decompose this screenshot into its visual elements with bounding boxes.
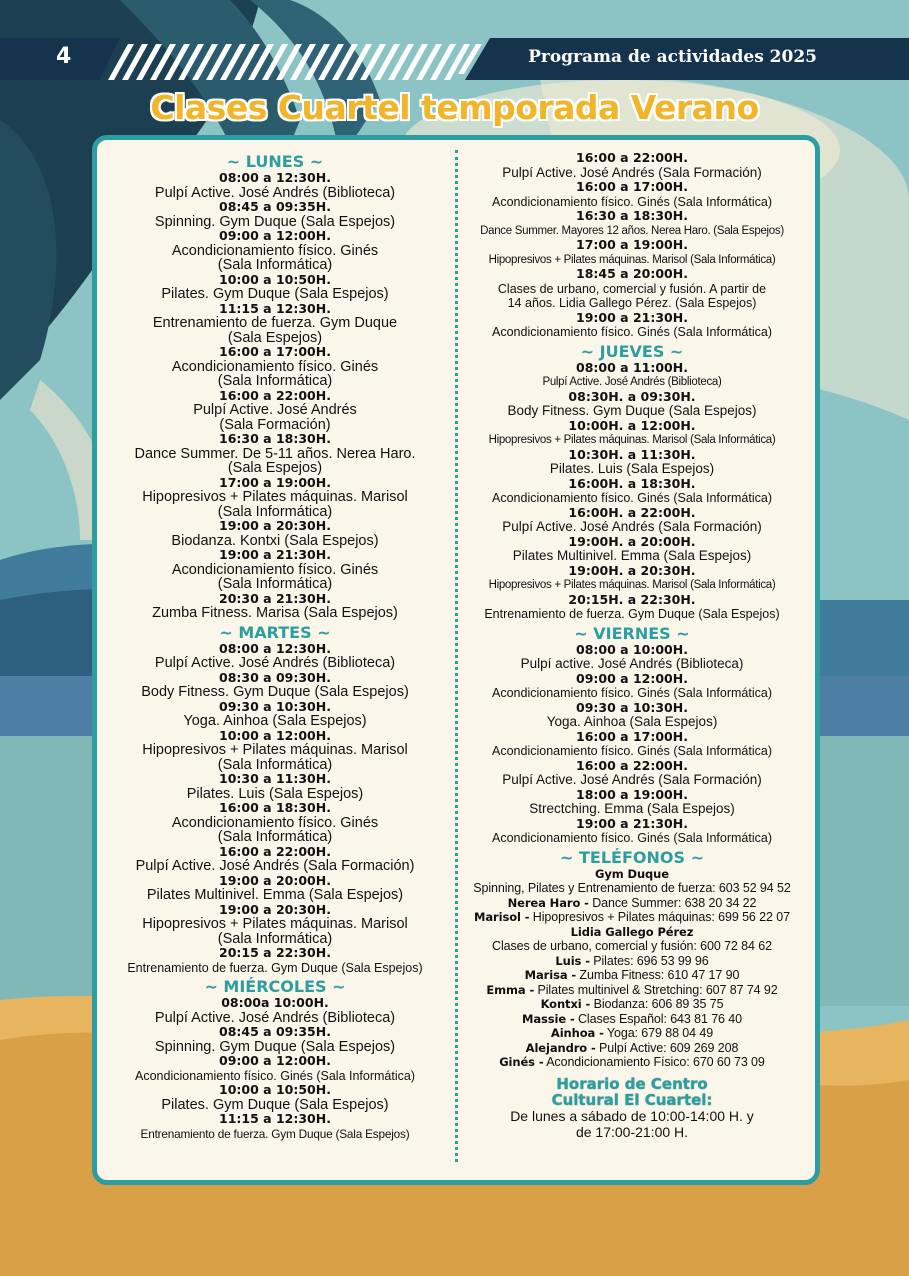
activity: Entrenamiento de fuerza. Gym Duque (Sala Espejos) [127,960,423,975]
contact-name: Kontxi - [540,997,591,1011]
time: 18:45 a 20:00H. [576,266,688,281]
contact-info: Hipopresivos + Pilates máquinas: 699 56 22 07 [529,910,790,924]
activity-room: (Sala Informática) [217,373,333,389]
activity: Acondicionamiento físico. Ginés [171,561,379,578]
day-heading-martes: ~ MARTES ~ [219,622,331,642]
page-number: 4 [56,44,72,69]
activity: Zumba Fitness. Marisa (Sala Espejos) [152,605,398,621]
time: 09:00 a 12:00H. [576,670,688,686]
activity: Entrenamiento de fuerza. Gym Duque (Sala Espejos) [484,607,780,621]
time: 16:00 a 22:00H. [219,387,331,403]
left-column [100,150,450,1141]
activity-room: (Sala Formación) [219,416,331,433]
column-divider [455,150,458,1162]
activity: Acondicionamiento físico. Ginés (Sala Informática) [492,325,772,339]
activity: Body Fitness. Gym Duque (Sala Espejos) [507,403,757,418]
activity: Pulpí Active. José Andrés (Biblioteca) [542,376,722,388]
contact-name: Gym Duque [595,866,669,881]
time: 11:15 a 12:30H. [219,1111,331,1126]
time: 16:00 a 17:00H. [576,728,688,744]
time: 19:00H. a 20:00H. [568,533,696,549]
time: 16:00 a 22:00H. [576,757,688,773]
time: 10:00 a 10:50H. [219,271,331,287]
contact-emma [462,983,802,998]
time: 09:00 a 12:00H. [219,228,331,243]
schedule-heading [462,1076,802,1108]
activity: Body Fitness. Gym Duque (Sala Espejos) [141,684,409,700]
contact-name: Nerea Haro - [507,895,589,910]
activity: Dance Summer. Mayores 12 años. Nerea Haro. (Sala Espejos) [480,224,784,237]
activity: Pilates. Luis (Sala Espejos) [186,785,364,802]
time: 08:00 a 11:00H. [576,359,688,375]
activity: Spinning. Gym Duque (Sala Espejos) [154,213,396,230]
contact-info: Pilates multinivel & Stretching: 607 87 74 92 [534,982,778,997]
contact-gines [462,1055,802,1070]
activity-room: (Sala Informática) [217,257,333,273]
contact-alejandro [462,1041,802,1056]
time: 19:00H. a 20:30H. [568,562,696,578]
contact-info: Dance Summer: 638 20 34 22 [588,895,757,910]
activity: Pulpí active. José Andrés (Biblioteca) [520,656,744,671]
time: 19:00 a 20:30H. [219,518,331,533]
schedule-heading-line: Horario de Centro [556,1074,708,1093]
day-heading-miercoles: ~ MIÉRCOLES ~ [204,977,346,996]
activity: Hipopresivos + Pilates máquinas. Marisol (Sala Informática) [488,253,776,266]
time: 08:00 a 10:00H. [576,641,688,657]
day-heading-viernes: ~ VIERNES ~ [574,623,690,643]
contact-name: Ainhoa - [550,1026,604,1040]
contact-info: Acondicionamiento Físico: 670 60 73 09 [543,1055,765,1069]
activity: Hipopresivos + Pilates máquinas. Marisol (Sala Informática) [488,434,776,446]
activity-cont: 14 años. Lidia Gallego Pérez. (Sala Espejos) [507,296,757,310]
opening-hours: de 17:00-21:00 H. [575,1123,689,1140]
time: 16:00 a 22:00H. [219,843,331,859]
contact-name: Alejandro - [525,1040,596,1055]
activity: Pilates. Luis (Sala Espejos) [549,461,715,476]
time: 16:00H. a 22:00H. [568,504,696,520]
contact-info: Clases Español: 643 81 76 40 [574,1011,742,1026]
activity: Pulpí Active. José Andrés (Sala Formación) [135,858,415,874]
time: 09:30 a 10:30H. [576,699,688,715]
activity: Pilates. Gym Duque (Sala Espejos) [161,286,389,302]
contact-info: Zumba Fitness: 610 47 17 90 [576,968,740,982]
activity: Acondicionamiento físico. Ginés [171,814,379,831]
activity: Dance Summer. De 5-11 años. Nerea Haro. [134,445,416,462]
contact-info: Yoga: 679 88 04 49 [603,1026,714,1040]
schedule-heading-line: Cultural El Cuartel: [551,1090,713,1109]
time: 18:00 a 19:00H. [576,786,688,802]
time: 08:45 a 09:35H. [219,1024,331,1039]
time: 10:00 a 12:00H. [219,727,331,743]
contact-name: Lidia Gallego Pérez [570,924,694,939]
contact-name: Emma - [486,982,535,997]
activity-room: (Sala Informática) [217,503,333,520]
time: 11:15 a 12:30H. [219,300,331,316]
activity: Pulpí Active. José Andrés (Biblioteca) [154,655,396,671]
contact-massie [462,1012,802,1027]
activity: Pilates Multinivel. Emma (Sala Espejos) [146,887,404,903]
activity-room: (Sala Espejos) [227,329,323,346]
time: 09:00 a 12:00H. [219,1053,331,1068]
activity: Pulpí Active. José Andrés (Sala Formación) [502,772,762,787]
contact-name: Marisol - [474,910,530,924]
time: 17:00 a 19:00H. [219,474,331,490]
time: 16:00 a 18:30H. [219,800,331,815]
activity: Pulpí Active. José Andrés (Biblioteca) [154,184,396,201]
activity: Yoga. Ainhoa (Sala Espejos) [546,714,718,729]
right-column [462,151,802,1140]
contact-kontxi [462,997,802,1012]
time: 08:45 a 09:35H. [219,199,331,214]
activity: Hipopresivos + Pilates máquinas. Marisol [142,916,408,932]
time: 10:30 a 11:30H. [219,771,331,786]
time: 16:30 a 18:30H. [576,208,688,223]
contact-name: Massie - [522,1011,575,1026]
time: 20:15 a 22:30H. [219,945,331,960]
time: 16:00 a 17:00H. [576,179,688,194]
activity: Pulpí Active. José Andrés [193,402,357,418]
activity: Acondicionamiento físico. Ginés (Sala Informática) [492,831,772,845]
time: 17:00 a 19:00H. [576,237,688,252]
time: 19:00 a 20:30H. [219,901,331,917]
activity: Acondicionamiento físico. Ginés [171,358,379,375]
contact-lidia-line: Clases de urbano, comercial y fusión: 600 72 84 62 [492,939,772,953]
time: 10:00 a 10:50H. [219,1082,331,1097]
activity: Pulpí Active. José Andrés (Sala Formación) [502,164,762,180]
day-heading-jueves: ~ JUEVES ~ [580,341,684,361]
time: 08:00 a 12:30H. [219,640,331,656]
activity: Yoga. Ainhoa (Sala Espejos) [183,713,367,729]
day-heading-lunes: ~ LUNES ~ [226,152,324,171]
contact-lidia [462,925,802,940]
activity-room: (Sala Espejos) [227,460,323,476]
activity: Acondicionamiento físico. Ginés (Sala Informática) [135,1068,415,1083]
time: 16:00H. a 18:30H. [568,475,696,491]
contact-nerea [462,896,802,911]
activity: Entrenamiento de fuerza. Gym Duque [152,315,398,331]
activity: Acondicionamiento físico. Ginés [171,242,379,259]
activity: Clases de urbano, comercial y fusión. A partir de [497,281,767,296]
activity: Acondicionamiento físico. Ginés (Sala Informática) [492,491,772,505]
activity: Pulpí Active. José Andrés (Sala Formación) [502,519,762,534]
activity: Pilates Multinivel. Emma (Sala Espejos) [512,548,752,563]
page-title: Clases Cuartel temporada Verano [150,88,759,127]
activity: Hipopresivos + Pilates máquinas. Marisol [142,742,408,758]
time: 10:30H. a 11:30H. [568,446,696,462]
time: 19:00 a 21:30H. [576,815,688,831]
activity: Pilates. Gym Duque (Sala Espejos) [161,1096,389,1113]
time: 08:00 a 12:30H. [219,170,331,185]
day-heading-telefonos: ~ TELÉFONOS ~ [560,847,704,867]
contact-gym-duque-line: Spinning, Pilates y Entrenamiento de fuerza: 603 52 94 52 [473,881,791,895]
time: 16:30 a 18:30H. [219,431,331,446]
activity: Biodanza. Kontxi (Sala Espejos) [171,532,379,549]
contact-marisa [462,968,802,983]
time: 20:15H. a 22:30H. [568,591,696,607]
contact-info: Pilates: 696 53 99 96 [589,953,709,968]
contact-name: Ginés - [499,1055,544,1069]
activity-room: (Sala Informática) [217,756,333,773]
activity-room: (Sala Informática) [217,576,333,592]
time: 10:00H. a 12:00H. [568,417,696,433]
time: 08:30H. a 09:30H. [568,388,696,404]
time: 19:00 a 21:30H. [219,547,331,562]
time: 09:30 a 10:30H. [219,698,331,714]
activity: Hipopresivos + Pilates máquinas. Marisol [142,489,408,505]
time: 19:00 a 21:30H. [576,309,688,325]
time: 08:00a 10:00H. [221,995,329,1010]
activity: Acondicionamiento físico. Ginés (Sala Informática) [492,686,772,700]
activity: Acondicionamiento físico. Ginés (Sala Informática) [492,744,772,758]
opening-hours: De lunes a sábado de 10:00-14:00 H. y [510,1107,754,1124]
contact-luis [462,954,802,969]
activity: Hipopresivos + Pilates máquinas. Marisol (Sala Informática) [488,579,776,591]
program-title: Programa de actividades 2025 [528,47,817,67]
time: 16:00 a 22:00H. [576,150,688,165]
activity: Entrenamiento de fuerza. Gym Duque (Sala Espejos) [140,1126,410,1141]
contact-gym-duque [462,867,802,882]
contact-info: Biodanza: 606 89 35 75 [590,997,724,1011]
activity-room: (Sala Informática) [217,930,333,947]
time: 08:30 a 09:30H. [219,669,331,685]
activity: Acondicionamiento físico. Ginés (Sala Informática) [492,194,772,209]
time: 16:00 a 17:00H. [219,344,331,359]
contact-marisol [462,910,802,925]
time: 19:00 a 20:00H. [219,872,331,888]
contact-name: Luis - [555,953,590,968]
activity: Strectching. Emma (Sala Espejos) [529,801,735,816]
contact-ainhoa [462,1026,802,1041]
contact-name: Marisa - [524,968,577,982]
time: 20:30 a 21:30H. [219,590,331,606]
contact-info: Pulpí Active: 609 269 208 [595,1040,739,1055]
activity-room: (Sala Informática) [217,829,333,845]
activity: Spinning. Gym Duque (Sala Espejos) [154,1038,396,1055]
activity: Pulpí Active. José Andrés (Biblioteca) [154,1009,396,1026]
